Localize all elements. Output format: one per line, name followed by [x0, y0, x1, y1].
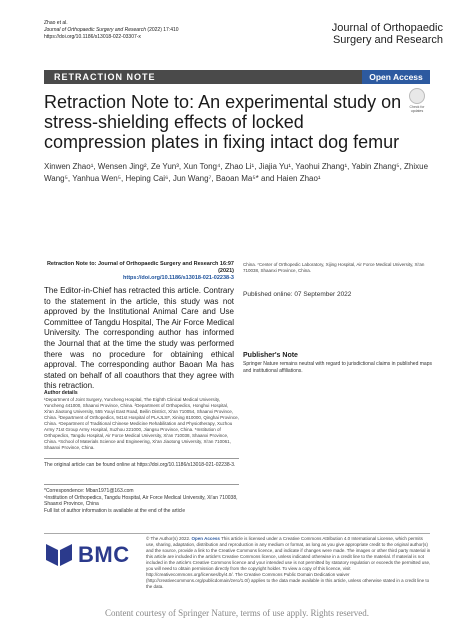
check-for-updates-button[interactable] — [404, 88, 430, 118]
open-access-badge: Open Access — [362, 70, 430, 84]
author-affiliations: ¹Department of Joint Surgery, Yuncheng Hospital, The Eighth Clinical Medical University, Yuncheng 441000, Shaanxi Province, China. ²Department of Orthopedics, Honghui Hospital, Xi'an Jiaotong University, 555 Youyi East Road, Beilin District, Xi'an 710054, Shaanxi Province, China. ³Department of Orthopedics, 941st Hospital of PLAJLSF, Xining 810000, Qinghai Province, China. ⁴Department of Traditional Chinese Medicine Rehabilitation and Physiotherapy, Xuzhou Army 71st Group Army Hospital, Xuzhou 221000, Jiangsu Province, China. ⁵Institution of Orthopedics, Tangdu Hospital, Air Force Medical University, Xi'an 710038, Shaanxi Province, China. ⁶School of Materials Science and Engineering, Xi'an Jiaotong University, Xi'an 710061, Shaanxi Province, China. — [44, 397, 239, 450]
retraction-reference — [44, 261, 234, 282]
note-type-label: RETRACTION NOTE — [54, 72, 156, 82]
journal-name: Journal of Orthopaedic Surgery and Research — [331, 22, 443, 46]
retraction-reference-line: Retraction Note to: Journal of Orthopaedic Surgery and Research 16:97 (2021) — [46, 261, 234, 274]
check-updates-label: Check for updates — [409, 105, 425, 114]
bmc-logo-text: BMC — [78, 542, 130, 567]
header-citation — [44, 20, 264, 41]
check-updates-icon — [409, 88, 425, 104]
header-journal: Journal of Orthopaedic Surgery and Research — [44, 27, 147, 33]
publishers-note-text: Springer Nature remains neutral with regard to jurisdictional claims in published maps and institutional affiliations. — [243, 361, 432, 374]
publishers-note-heading: Publisher's Note — [243, 352, 298, 359]
correspondence-block — [44, 488, 239, 514]
retraction-reference-doi[interactable]: https://doi.org/10.1186/s13018-021-02238-3 — [123, 275, 234, 281]
divider — [44, 533, 430, 534]
page-footer: Content courtesy of Springer Nature, terms of use apply. Rights reserved. — [104, 608, 370, 618]
license-copyright: © The Author(s) 2022. — [146, 536, 191, 541]
author-info-note: Full list of author information is available at the end of the article — [44, 507, 186, 514]
author-details-heading: Author details — [44, 390, 78, 396]
retraction-body: The Editor-in-Chief has retracted this article. Contrary to the statement in the article, this study was not approved by the Institutional Animal Care and Use Committee of Tangdu Hospital, The Air Force Medical University. The corresponding author has informed the Journal that at the time the study was performed there was no procedure for obtaining ethical approval. The corresponding author Baoan Ma has stated on behalf of all coauthors that they agree with this retraction. — [44, 286, 234, 391]
published-date: Published online: 07 September 2022 — [243, 291, 352, 298]
license-text: This article is licensed under a Creative Commons Attribution 4.0 International License, which permits use, sharing, adaptation, distribution and reproduction in any medium or format, as long as you give appropriate credit to the original author(s) and the source, provide a link to the Creative Commons licence, and indicate if changes were made. The images or other third party material in this article are included in the article's Creative Commons licence, unless indicated otherwise in a credit line to the material. If material is not included in the article's Creative Commons licence and your intended use is not permitted by statutory regulation or exceeds the permitted use, you will need to obtain permission directly from the copyright holder. To view a copy of this licence, visit http://creativecommons.org/licenses/by/4.0/. The Creative Commons Public Domain Dedication waiver (http://creativecommons.org/publicdomain/zero/1.0/) applies to the data made available in this article, unless otherwise stated in a credit line to the data. — [146, 536, 431, 589]
divider — [44, 458, 239, 459]
header-volume: (2022) 17:410 — [147, 27, 179, 33]
license-statement — [146, 536, 432, 590]
article-title: Retraction Note to: An experimental study on stress-shielding effects of locked compression plates in fixing intact dog femur — [44, 92, 402, 152]
author-affiliations-continued: China. ⁷Center of Orthopedic Laboratory, Xijing Hospital, Air Force Medical University, Xi'an 710038, Shaanxi Province, China. — [243, 262, 425, 273]
correspondence-email[interactable]: *Correspondence: Mban1971@163.com — [44, 488, 134, 494]
divider — [44, 484, 239, 485]
original-article-link[interactable]: The original article can be found online at https://doi.org/10.1186/s13018-021-02238-3. — [44, 462, 236, 468]
header-doi[interactable]: https://doi.org/10.1186/s13018-022-03307-x — [44, 34, 141, 40]
author-list: Xinwen Zhao¹, Wensen Jing², Ze Yun³, Xun Tong⁴, Zhao Li¹, Jiajia Yu¹, Yaohui Zhang¹, Yabin Zhang⁵, Zhixue Wang⁵, Yanhua Wen⁵, Heping Cai⁶, Jun Wang⁷, Baoan Ma⁵* and Haien Zhao¹ — [44, 162, 429, 183]
header-citation-line — [44, 27, 264, 34]
correspondence-address: ⁵Institution of Orthopedics, Tangdu Hospital, Air Force Medical University, Xi'an 710038, Shaanxi Province, China — [44, 494, 238, 507]
header-authors: Zhao et al. — [44, 20, 68, 26]
license-open-access: Open Access — [191, 536, 220, 541]
